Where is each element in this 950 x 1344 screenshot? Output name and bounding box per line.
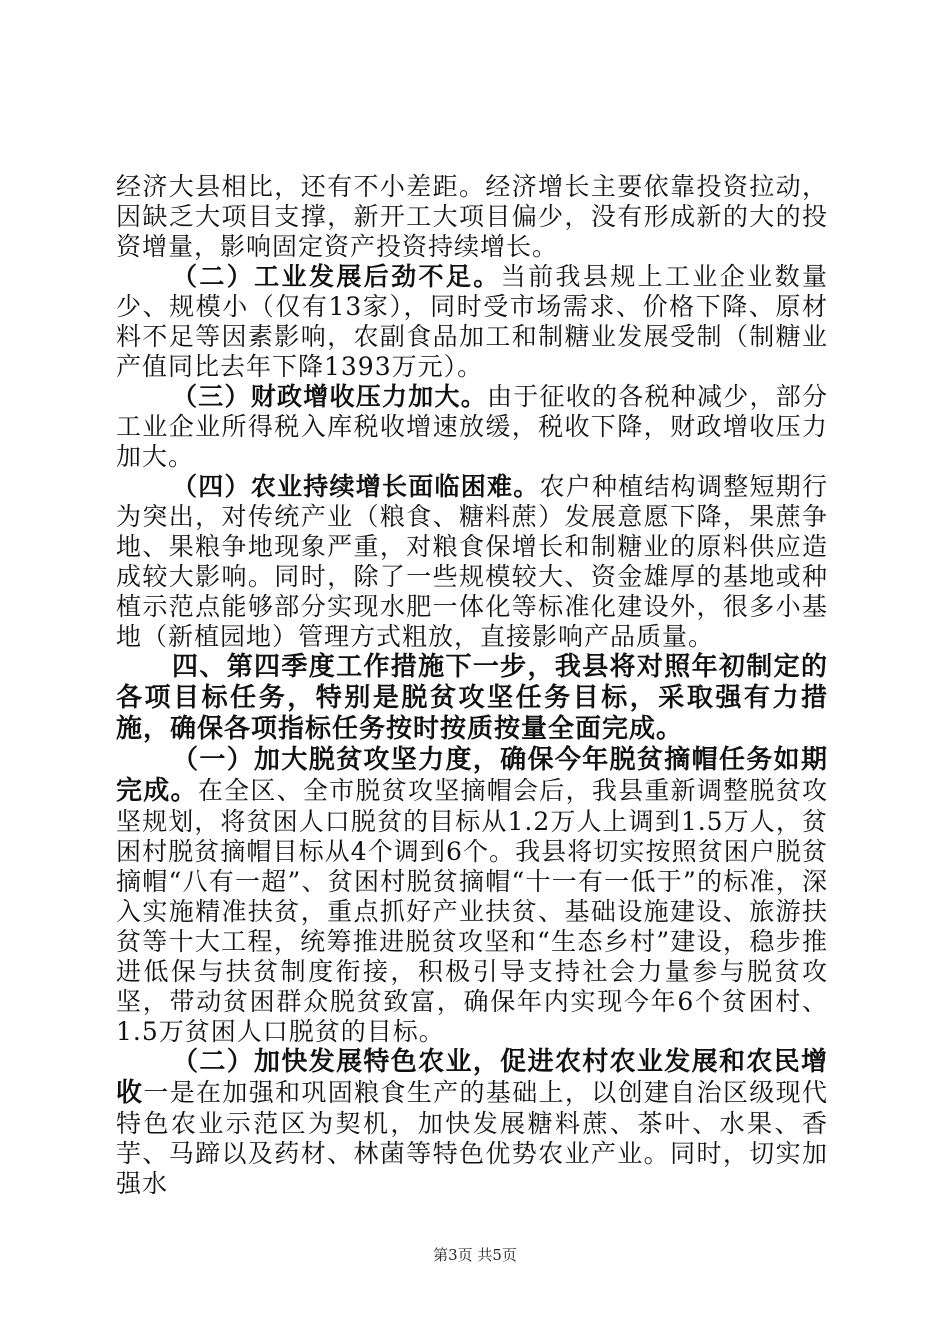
paragraph-heading: （四）农业持续增长面临困难。	[172, 472, 540, 501]
section-heading-text: 四、第四季度工作措施下一步，我县将对照年初制定的各项目标任务，特别是脱贫攻坚任务目标，采取强有力措施，确保各项指标任务按时按质按量全面完成。	[116, 652, 828, 744]
paragraph-industry	[116, 262, 828, 382]
paragraph-text: 在全区、全市脱贫攻坚摘帽会后，我县重新调整脱贫攻坚规划，将贫困人口脱贫的目标从1.2万人上调到1.5万人，贫困村脱贫摘帽目标从4个调到6个。我县将切实按照贫困户脱贫摘帽“八有一超”、贫困村脱贫摘帽“十一有一低于”的标准，深入实施精准扶贫，重点抓好产业扶贫、基础设施建设、旅游扶贫等十大工程，统筹推进脱贫攻坚和“生态乡村”建设，稳步推进低保与扶贫制度衔接，积极引导支持社会力量参与脱贫攻坚，带动贫困群众脱贫致富，确保年内实现今年6个贫困村、1.5万贫困人口脱贫的目标。	[116, 776, 828, 1046]
document-body	[116, 172, 828, 1199]
paragraph-text: 经济大县相比，还有不小差距。经济增长主要依靠投资拉动，因缺乏大项目支撑，新开工大项目偏少，没有形成新的大的投资增量，影响固定资产投资持续增长。	[116, 172, 828, 261]
page-footer	[0, 1244, 950, 1265]
section-heading-q4-measures	[116, 652, 828, 745]
paragraph-special-agriculture	[116, 1047, 828, 1199]
paragraph-investment	[116, 172, 828, 262]
paragraph-heading: （一）加大脱贫攻坚力度，确保今年脱贫摘帽任务如期完成。	[116, 745, 828, 806]
paragraph-agriculture	[116, 472, 828, 652]
paragraph-text: 由于征收的各税种减少，部分工业企业所得税入库税收增速放缓，税收下降，财政增收压力加大。	[116, 382, 828, 471]
page-number: 第3页 共5页	[433, 1246, 517, 1264]
paragraph-text: 农户种植结构调整短期行为突出，对传统产业（粮食、糖料蔗）发展意愿下降，果蔗争地、果粮争地现象严重，对粮食保增长和制糖业的原料供应造成较大影响。同时，除了一些规模较大、资金雄厚的基地或种植示范点能够部分实现水肥一体化等标准化建设外，很多小基地（新植园地）管理方式粗放，直接影响产品质量。	[116, 472, 828, 651]
paragraph-text: 当前我县规上工业企业数量少、规模小（仅有13家），同时受市场需求、价格下降、原材料不足等因素影响，农副食品加工和制糖业发展受制（制糖业产值同比去年下降1393万元）。	[116, 262, 828, 381]
paragraph-heading: （二）加快发展特色农业，促进农村农业发展和农民增收	[116, 1047, 828, 1108]
paragraph-heading: （二）工业发展后劲不足。	[172, 262, 501, 291]
paragraph-heading: （三）财政增收压力加大。	[172, 382, 487, 411]
paragraph-finance	[116, 382, 828, 472]
paragraph-poverty-alleviation	[116, 745, 828, 1047]
paragraph-text: 一是在加强和巩固粮食生产的基础上，以创建自治区级现代特色农业示范区为契机，加快发展糖料蔗、茶叶、水果、香芋、马蹄以及药材、林菌等特色优势农业产业。同时，切实加强水	[116, 1078, 828, 1198]
